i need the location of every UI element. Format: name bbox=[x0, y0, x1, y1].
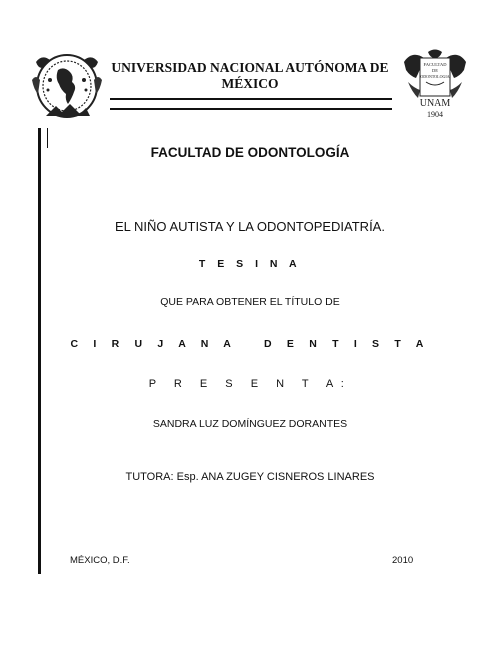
header-rule-bottom bbox=[110, 108, 392, 110]
degree-purpose: QUE PARA OBTENER EL TÍTULO DE bbox=[160, 296, 340, 308]
left-vertical-rule-thick bbox=[38, 128, 41, 574]
year-label: 2010 bbox=[392, 555, 414, 566]
header-rule-top bbox=[110, 98, 392, 100]
emblem-text-3: ODONTOLOGIA bbox=[420, 74, 450, 79]
presenta-label: P R E S E N T A: bbox=[148, 378, 352, 390]
emblem-text-2: DE bbox=[432, 68, 438, 73]
university-name: UNIVERSIDAD NACIONAL AUTÓNOMA DE MÉXICO bbox=[111, 60, 389, 91]
degree-title: C I R U J A N A D E N T I S T A bbox=[70, 338, 430, 350]
faculty-name: FACULTAD DE ODONTOLOGÍA bbox=[150, 145, 350, 160]
left-vertical-rule-thin bbox=[47, 128, 48, 148]
emblem-text-unam: UNAM bbox=[419, 98, 451, 109]
author-name: SANDRA LUZ DOMÍNGUEZ DORANTES bbox=[152, 418, 348, 430]
place-label: MÉXICO, D.F. bbox=[70, 555, 130, 566]
odontologia-emblem-icon bbox=[402, 48, 468, 120]
thesis-title: EL NIÑO AUTISTA Y LA ODONTOPEDIATRÍA. bbox=[115, 219, 385, 234]
unam-seal-icon bbox=[28, 50, 106, 120]
tutor-name: TUTORA: Esp. ANA ZUGEY CISNEROS LINARES bbox=[125, 471, 375, 483]
emblem-text-1: FACULTAD bbox=[423, 62, 447, 67]
emblem-text-year: 1904 bbox=[427, 110, 443, 119]
document-type: T E S I N A bbox=[198, 258, 302, 270]
